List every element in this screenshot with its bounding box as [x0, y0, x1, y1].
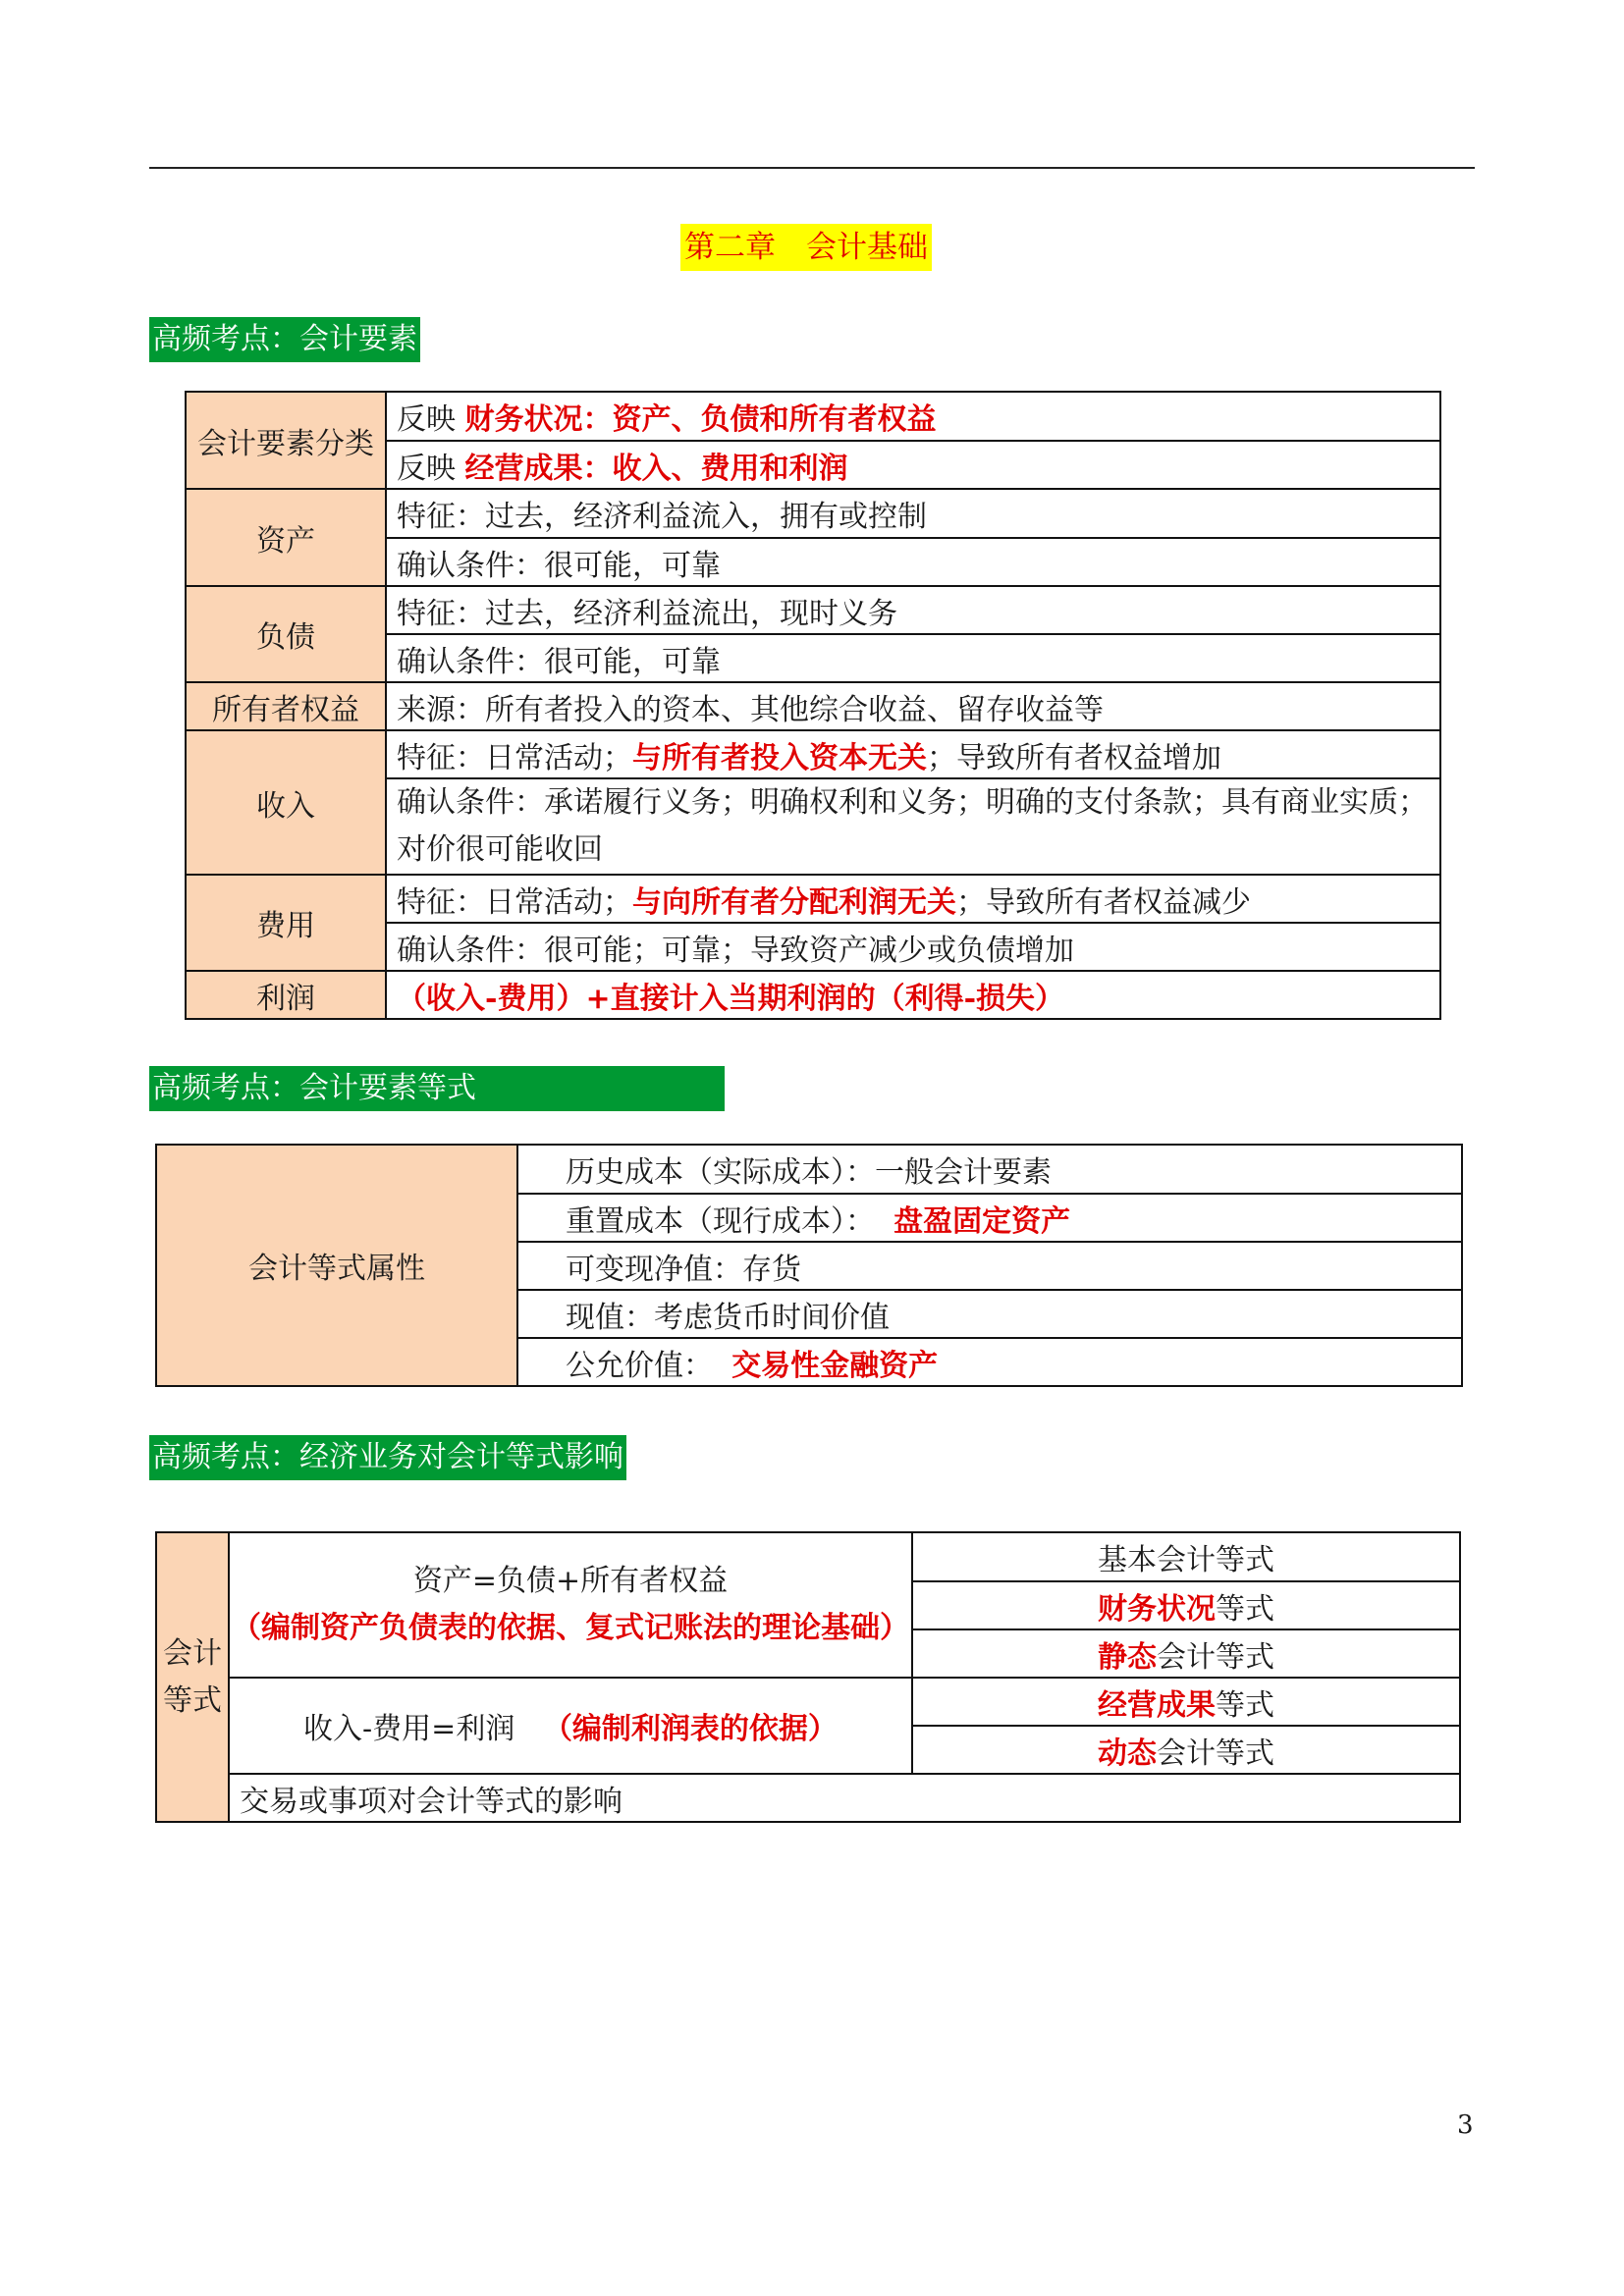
equation-type-red: 经营成果 — [1098, 1687, 1216, 1723]
attribute-row — [517, 1194, 1462, 1242]
equation-type — [912, 1678, 1460, 1726]
basic-equation: 资产=负债+所有者权益 — [412, 1564, 729, 1598]
equation-type-red: 财务状况 — [1098, 1591, 1216, 1627]
accounting-equation-table — [155, 1531, 1461, 1823]
section-title-elements: 高频考点：会计要素 — [149, 317, 420, 362]
accounting-elements-table — [185, 391, 1441, 1020]
classification-row-financial — [386, 392, 1440, 441]
attribute-text: 公允价值： — [566, 1348, 713, 1383]
section-title-transactions: 高频考点：经济业务对会计等式影响 — [149, 1435, 626, 1480]
revenue-feature — [386, 730, 1440, 778]
profit-label: 利润 — [186, 971, 386, 1019]
revenue-label: 收入 — [186, 730, 386, 875]
attribute-row — [517, 1242, 1462, 1290]
prefix: 反映 — [397, 451, 456, 486]
attribute-red: 交易性金融资产 — [731, 1348, 939, 1383]
basic-equation-cell — [229, 1532, 912, 1678]
basic-equation-note: （编制资产负债表的依据、复式记账法的理论基础） — [232, 1611, 909, 1645]
operating-results-text: 经营成果：收入、费用和利润 — [464, 451, 848, 486]
chapter-title: 第二章 会计基础 — [680, 224, 932, 271]
revenue-feature-suffix: ；导致所有者权益增加 — [927, 740, 1221, 775]
page-number: 3 — [1457, 2110, 1474, 2140]
prefix: 反映 — [397, 402, 456, 437]
section-title-equation: 高频考点：会计要素等式 — [149, 1066, 725, 1111]
attribute-text: 历史成本（实际成本）：一般会计要素 — [566, 1155, 1052, 1190]
classification-row-operating — [386, 441, 1440, 489]
liability-label: 负债 — [186, 586, 386, 682]
equation-type-text: 等式 — [1216, 1591, 1274, 1627]
equation-type — [912, 1726, 1460, 1774]
attribute-row — [517, 1145, 1462, 1194]
attribute-text: 可变现净值：存货 — [566, 1252, 801, 1287]
profit-equation-cell — [229, 1678, 912, 1774]
expense-feature-red: 与向所有者分配利润无关 — [632, 884, 956, 920]
attribute-text: 现值：考虑货币时间价值 — [566, 1300, 890, 1335]
expense-label: 费用 — [186, 875, 386, 971]
profit-equation-note: （编制利润表的依据） — [542, 1712, 838, 1746]
equation-type-text: 会计等式 — [1157, 1639, 1274, 1675]
liability-feature: 特征：过去，经济利益流出，现时义务 — [386, 586, 1440, 634]
expense-feature — [386, 875, 1440, 923]
equation-type-red: 静态 — [1098, 1639, 1157, 1675]
equity-label: 所有者权益 — [186, 682, 386, 730]
asset-recognition: 确认条件：很可能，可靠 — [386, 538, 1440, 586]
classification-label: 会计要素分类 — [186, 392, 386, 489]
equation-type — [912, 1629, 1460, 1678]
measurement-attributes-label: 会计等式属性 — [156, 1145, 517, 1386]
liability-recognition: 确认条件：很可能，可靠 — [386, 634, 1440, 682]
revenue-feature-red: 与所有者投入资本无关 — [632, 740, 927, 775]
asset-feature: 特征：过去，经济利益流入，拥有或控制 — [386, 489, 1440, 538]
equation-type-text: 等式 — [1216, 1687, 1274, 1723]
revenue-feature-prefix: 特征：日常活动； — [397, 740, 632, 775]
transaction-impact: 交易或事项对会计等式的影响 — [229, 1774, 1460, 1822]
expense-recognition: 确认条件：很可能；可靠；导致资产减少或负债增加 — [386, 923, 1440, 971]
header-rule — [149, 167, 1475, 169]
attribute-red: 盘盈固定资产 — [893, 1203, 1071, 1239]
equation-type-red: 动态 — [1098, 1735, 1157, 1771]
profit-equation: 收入-费用=利润 — [303, 1712, 515, 1746]
expense-feature-prefix: 特征：日常活动； — [397, 884, 632, 920]
expense-feature-suffix: ；导致所有者权益减少 — [956, 884, 1251, 920]
revenue-recognition: 确认条件：承诺履行义务；明确权利和义务；明确的支付条款；具有商业实质；对价很可能收回 — [386, 778, 1440, 875]
equation-type-text: 基本会计等式 — [1098, 1543, 1274, 1577]
financial-position-text: 财务状况：资产、负债和所有者权益 — [464, 402, 937, 437]
equation-label: 会计等式 — [156, 1532, 229, 1822]
equity-source: 来源：所有者投入的资本、其他综合收益、留存收益等 — [386, 682, 1440, 730]
profit-formula: （收入-费用）+直接计入当期利润的（利得-损失） — [386, 971, 1440, 1019]
attribute-row — [517, 1290, 1462, 1338]
attribute-row — [517, 1338, 1462, 1386]
equation-type-text: 会计等式 — [1157, 1735, 1274, 1771]
equation-type — [912, 1532, 1460, 1581]
asset-label: 资产 — [186, 489, 386, 586]
equation-type — [912, 1581, 1460, 1629]
attribute-text: 重置成本（现行成本）： — [566, 1203, 875, 1239]
measurement-attributes-table — [155, 1144, 1463, 1387]
